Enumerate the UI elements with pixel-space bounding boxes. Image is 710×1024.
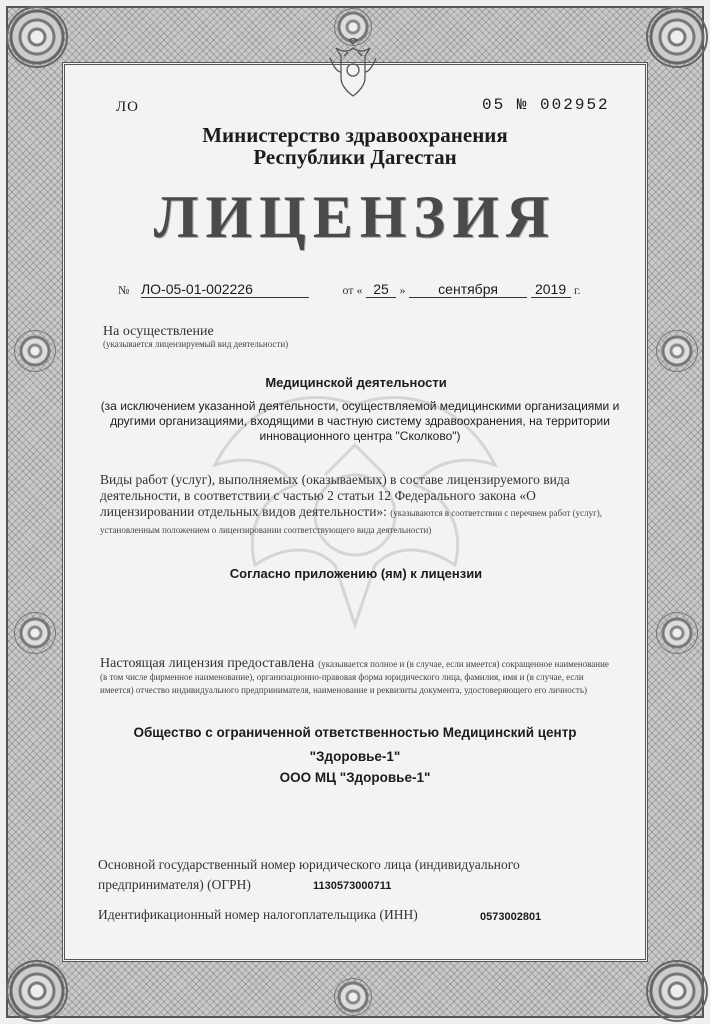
series-code: 05	[482, 96, 506, 114]
works-section	[100, 472, 610, 538]
ministry-line-2: Республики Дагестан	[253, 145, 457, 169]
coat-of-arms-icon	[328, 38, 378, 100]
license-month: сентября	[409, 281, 527, 298]
side-rosette-icon	[14, 330, 56, 372]
side-rosette-icon	[656, 330, 698, 372]
activity-section	[103, 324, 603, 349]
license-day: 25	[366, 281, 396, 298]
works-note: (указываются в соответствии с перечнем работ (услуг), установленным положением о лицензировании соответствующего вида деятельности)	[100, 508, 603, 535]
licensee-label: Настоящая лицензия предоставлена	[100, 656, 315, 671]
corner-rosette-icon	[646, 960, 708, 1022]
issuing-authority	[120, 124, 590, 168]
inn-label: Идентификационный номер налогоплательщика (ИНН)	[98, 907, 418, 922]
works-value: Согласно приложению (ям) к лицензии	[229, 566, 483, 581]
ministry-line-1: Министерство здравоохранения	[202, 123, 508, 147]
corner-rosette-icon	[6, 960, 68, 1022]
activity-clarification: (за исключением указанной деятельности, осуществляемой медицинскими организациями и другими организациями, входящими в частную систему здравоохранения, на территории инновационного центра "Сколково")	[100, 399, 620, 443]
license-number: ЛО-05-01-002226	[141, 281, 309, 298]
licensee-name-line-2: "Здоровье-1"	[309, 749, 401, 764]
activity-name: Медицинской деятельности	[265, 375, 447, 390]
activity-label: На осуществление	[103, 324, 214, 339]
corner-rosette-icon	[646, 6, 708, 68]
side-rosette-icon	[14, 612, 56, 654]
side-rosette-icon	[656, 612, 698, 654]
licensee-full-name	[90, 721, 620, 769]
ogrn-value: 1130573000711	[313, 880, 392, 892]
corner-rosette-icon	[6, 6, 68, 68]
ogrn-label: Основной государственный номер юридического лица (индивидуального предпринимателя) (ОГРН)	[98, 857, 520, 892]
series-prefix: ЛО	[116, 99, 140, 115]
licensee-section	[100, 657, 610, 696]
inn-value: 0573002801	[480, 911, 542, 923]
date-prefix: от «	[342, 283, 363, 297]
licensee-short-name: ООО МЦ "Здоровье-1"	[279, 770, 431, 785]
number-sign: №	[516, 96, 529, 114]
license-year: 2019	[531, 281, 571, 298]
serial-number: 002952	[540, 96, 610, 114]
activity-note: (указывается лицензируемый вид деятельности)	[103, 339, 289, 349]
license-number-row	[118, 281, 598, 299]
licensee-name-line-1: Общество с ограниченной ответственностью Медицинский центр	[133, 725, 577, 740]
form-serial-number	[482, 96, 610, 114]
year-suffix: г.	[574, 283, 581, 297]
document-title: ЛИЦЕНЗИЯ	[153, 184, 557, 250]
works-text: Виды работ (услуг), выполняемых (оказываемых) в составе лицензируемого вида деятельности, в соответствии с частью 2 статьи 12 Федерального закона «О лицензировании отдельных видов деятельности»:	[100, 472, 570, 519]
number-sign: №	[118, 283, 130, 297]
licensee-note: (указывается полное и (в случае, если имеется) сокращенное наименование (в том числе фирменное наименование), организационно-правовая форма юридического лица, фамилия, имя и (в случае, если имеется) отчество индивидуального предпринимателя, наименование и реквизиты документа, удостоверяющего его личность)	[100, 659, 609, 695]
date-close: »	[399, 283, 406, 297]
bottom-rosette-icon	[334, 978, 372, 1016]
